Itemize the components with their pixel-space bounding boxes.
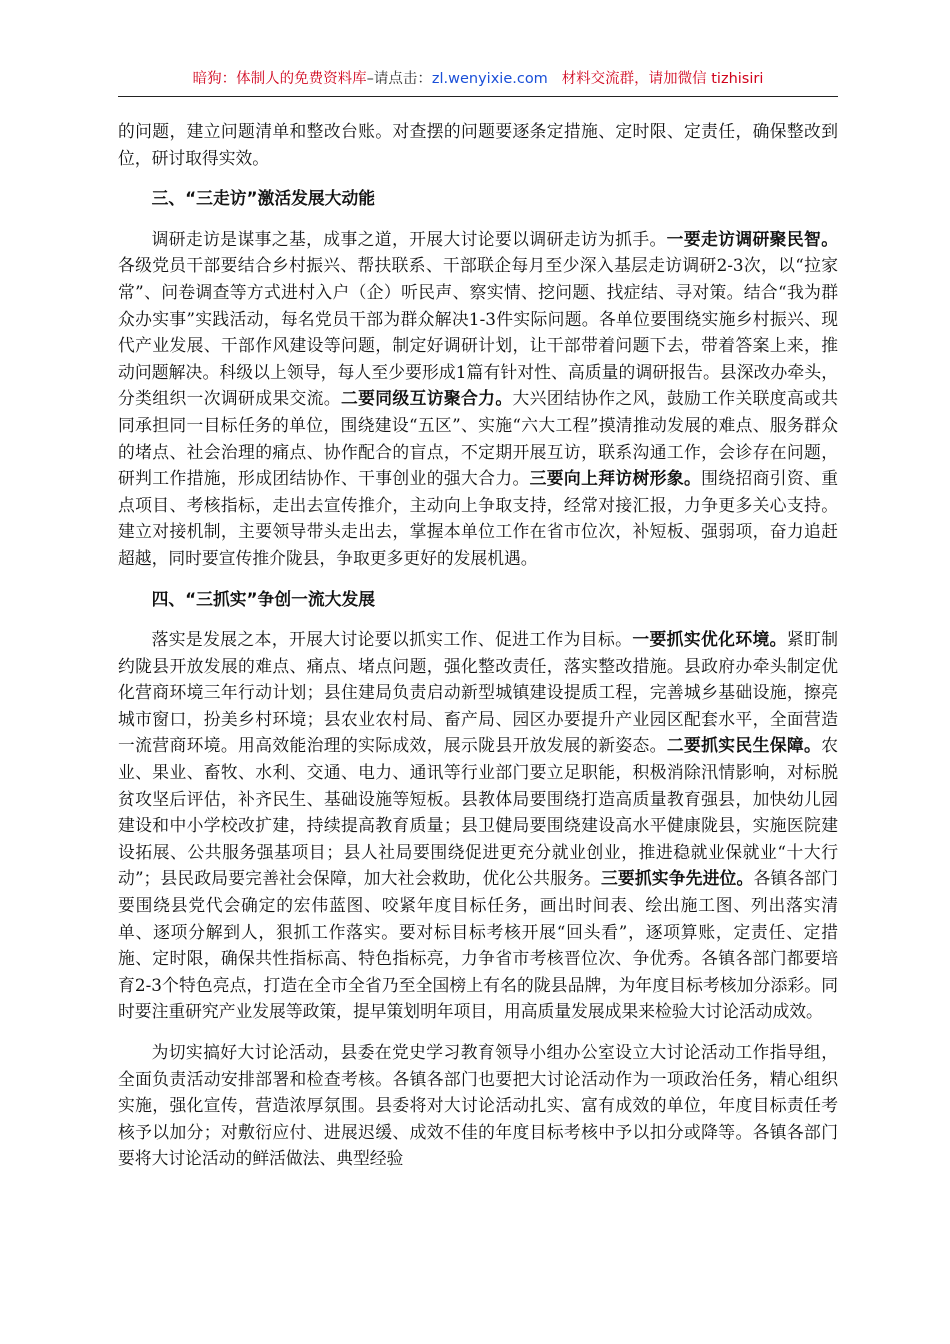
bold-lead: 一要抓实优化环境。 <box>632 629 787 650</box>
paragraph-three-implementations <box>118 626 838 1025</box>
bold-lead: 一要走访调研聚民智。 <box>666 228 838 249</box>
bold-lead: 三要抓实争先进位。 <box>600 868 754 889</box>
bold-lead: 二要同级互访聚合力。 <box>340 388 513 409</box>
bold-lead: 三要向上拜访树形象。 <box>529 468 702 489</box>
paragraph-text: 紧盯制约陇县开放发展的难点、痛点、堵点问题，强化整改责任，落实整改措施。县政府办牵头制定优化营商环境三年行动计划；县住建局负责启动新型城镇建设提质工程，完善城乡基础设施，擦亮城市窗口，扮美乡村环境；县农业农村局、畜产局、园区办要提升产业园区配套水平，全面营造一流营商环境。用高效能治理的实际成效，展示陇县开放发展的新姿态。 <box>118 629 838 756</box>
section-heading-four: 四、“三抓实”争创一流大发展 <box>151 588 376 609</box>
bold-lead: 二要抓实民生保障。 <box>666 735 822 756</box>
section-heading-three: 三、“三走访”激活发展大动能 <box>151 188 376 209</box>
paragraph-continued: 的问题，建立问题清单和整改台账。对查摆的问题要逐条定措施、定时限、定责任，确保整改到位，研讨取得实效。 <box>118 121 838 168</box>
header-brand: 暗狗：体制人的免费资料库 <box>192 71 367 87</box>
header-url-link[interactable]: zl.wenyixie.com <box>431 71 548 87</box>
paragraph-text: 落实是发展之本，开展大讨论要以抓实工作、促进工作为目标。 <box>151 629 633 650</box>
paragraph-text: 大兴团结协作之风，鼓励工作关联度高或共同承担同一目标任务的单位，围绕建设“五区”、实施“六大工程”摸清推动发展的难点、服务群众的堵点、社会治理的痛点、协作配合的盲点，不定期开展互访，联系沟通工作，会诊存在问题，研判工作措施，形成团结协作、干事创业的强大合力。 <box>118 388 838 489</box>
paragraph-text: 围绕招商引资、重点项目、考核指标，走出去宣传推介，主动向上争取支持，经常对接汇报，力争更多关心支持。建立对接机制，主要领导带头走出去，掌握本单位工作在省市位次，补短板、强弱项，奋力追赶超越，同时要宣传推介陇县，争取更多更好的发展机遇。 <box>118 468 838 568</box>
paragraph-organization: 为切实搞好大讨论活动，县委在党史学习教育领导小组办公室设立大讨论活动工作指导组，全面负责活动安排部署和检查考核。各镇各部门也要把大讨论活动作为一项政治任务，精心组织实施，强化宣传，营造浓厚氛围。县委将对大讨论活动扎实、富有成效的单位，年度目标责任考核予以加分；对敷衍应付、进展迟缓、成效不佳的年度目标考核中予以扣分或降等。各镇各部门要将大讨论活动的鲜活做法、典型经验 <box>118 1042 838 1169</box>
paragraph-text: 各级党员干部要结合乡村振兴、帮扶联系、干部联企每月至少深入基层走访调研2-3次，以“拉家常”、问卷调查等方式进村入户（企）听民声、察实情、挖问题、找症结、寻对策。结合“我为群众办实事”实践活动，每名党员干部为群众解决1-3件实际问题。各单位要围绕实施乡村振兴、现代产业发展、干部作风建设等问题，制定好调研计划，让干部带着问题下去，带着答案上来，推动问题解决。科级以上领导，每人至少要形成1篇有针对性、高质量的调研报告。县深改办牵头，分类组织一次调研成果交流。 <box>118 255 838 409</box>
paragraph-three-visits <box>118 226 838 572</box>
paragraph-text: 调研走访是谋事之基，成事之道，开展大讨论要以调研走访为抓手。 <box>151 228 667 249</box>
header-click-prompt: –请点击： <box>366 71 432 87</box>
page-header <box>118 62 838 97</box>
paragraph-text: 农业、果业、畜牧、水利、交通、电力、通讯等行业部门要立足职能，积极消除汛情影响，对标脱贫攻坚后评估，补齐民生、基础设施等短板。县教体局要围绕打造高质量教育强县，加快幼儿园建设和中小学校改扩建，持续提高教育质量；县卫健局要围绕建设高水平健康陇县，实施医院建设拓展、公共服务强基项目；县人社局要围绕促进更充分就业创业，推进稳就业保就业“十大行动”；县民政局要完善社会保障，加大社会救助，优化公共服务。 <box>118 735 838 889</box>
header-contact: 材料交流群，请加微信 tizhisiri <box>561 71 764 87</box>
paragraph-text: 各镇各部门要围绕县党代会确定的宏伟蓝图、咬紧年度目标任务，画出时间表、绘出施工图、列出落实清单、逐项分解到人，狠抓工作落实。要对标目标考核开展“回头看”，逐项算账，定责任、定措施、定时限，确保共性指标高、特色指标亮，力争省市考核晋位次、争优秀。各镇各部门都要培育2-3个特色亮点，打造在全市全省乃至全国榜上有名的陇县品牌，为年度目标考核加分添彩。同时要注重研究产业发展等政策，提早策划明年项目，用高质量发展成果来检验大讨论活动成效。 <box>118 868 838 1022</box>
document-body <box>118 118 838 1186</box>
